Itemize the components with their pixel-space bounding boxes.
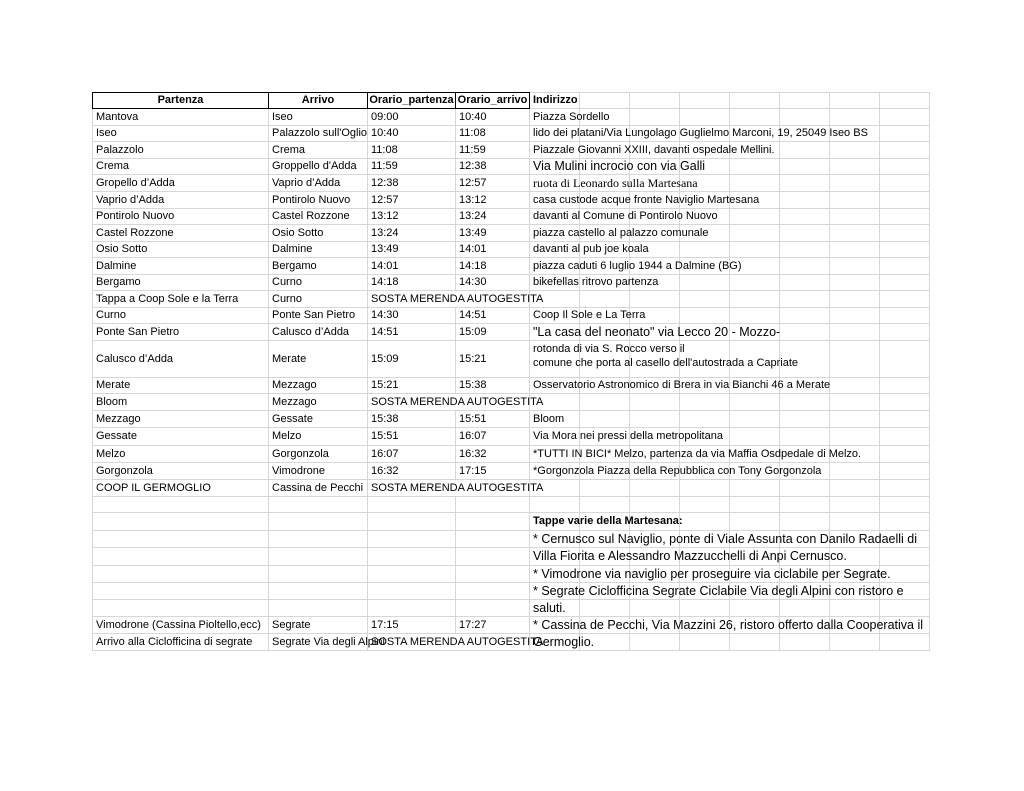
empty-cell[interactable] [630, 480, 680, 497]
empty-cell[interactable] [830, 394, 880, 411]
cell-partenza[interactable] [92, 583, 269, 600]
empty-cell[interactable] [830, 600, 880, 617]
cell-orario-partenza[interactable]: 15:21 [368, 378, 456, 394]
empty-header-cell[interactable] [580, 92, 630, 109]
cell-partenza[interactable]: Mezzago [92, 411, 269, 428]
cell-orario-partenza[interactable]: 12:38 [368, 175, 456, 192]
cell-partenza[interactable]: Pontirolo Nuovo [92, 209, 269, 225]
empty-cell[interactable] [780, 225, 830, 242]
cell-indirizzo[interactable]: Tappe varie della Martesana: [530, 513, 580, 531]
cell-arrivo[interactable]: Vaprio d’Adda [269, 175, 368, 192]
cell-orario-partenza[interactable] [368, 548, 456, 566]
cell-partenza[interactable]: Mantova [92, 109, 269, 126]
cell-indirizzo[interactable] [530, 497, 580, 513]
cell-partenza[interactable]: Calusco d’Adda [92, 341, 269, 378]
empty-cell[interactable] [830, 209, 880, 225]
cell-arrivo[interactable]: Melzo [269, 428, 368, 446]
empty-cell[interactable] [830, 513, 880, 531]
cell-partenza[interactable]: Iseo [92, 126, 269, 142]
cell-arrivo[interactable]: Curno [269, 291, 368, 308]
cell-arrivo[interactable]: Crema [269, 142, 368, 159]
empty-cell[interactable] [680, 411, 730, 428]
empty-header-cell[interactable] [630, 92, 680, 109]
cell-sosta-note[interactable]: SOSTA MERENDA AUTOGESTITA [368, 634, 530, 651]
empty-cell[interactable] [880, 159, 930, 175]
cell-orario-partenza[interactable]: 12:57 [368, 192, 456, 209]
empty-cell[interactable] [680, 308, 730, 324]
empty-header-cell[interactable] [680, 92, 730, 109]
cell-orario-arrivo[interactable] [456, 531, 530, 548]
empty-cell[interactable] [730, 480, 780, 497]
empty-cell[interactable] [830, 324, 880, 341]
cell-partenza[interactable]: Melzo [92, 446, 269, 463]
empty-cell[interactable] [830, 497, 880, 513]
cell-orario-partenza[interactable]: 15:38 [368, 411, 456, 428]
cell-orario-arrivo[interactable]: 15:51 [456, 411, 530, 428]
empty-cell[interactable] [880, 634, 930, 651]
cell-orario-partenza[interactable]: 16:32 [368, 463, 456, 480]
empty-cell[interactable] [880, 480, 930, 497]
empty-cell[interactable] [780, 634, 830, 651]
cell-orario-arrivo[interactable] [456, 497, 530, 513]
empty-cell[interactable] [830, 480, 880, 497]
cell-orario-arrivo[interactable]: 13:12 [456, 192, 530, 209]
cell-partenza[interactable] [92, 548, 269, 566]
cell-partenza[interactable]: Crema [92, 159, 269, 175]
empty-cell[interactable] [730, 242, 780, 258]
empty-cell[interactable] [730, 411, 780, 428]
cell-orario-arrivo[interactable]: 16:32 [456, 446, 530, 463]
empty-cell[interactable] [780, 209, 830, 225]
cell-partenza[interactable]: Curno [92, 308, 269, 324]
cell-arrivo[interactable] [269, 497, 368, 513]
empty-cell[interactable] [780, 411, 830, 428]
cell-arrivo[interactable]: Segrate [269, 617, 368, 634]
cell-indirizzo[interactable]: Villa Fiorita e Alessandro Mazzucchelli di Anpi Cernusco. [530, 548, 580, 566]
cell-orario-arrivo[interactable] [456, 583, 530, 600]
empty-cell[interactable] [780, 175, 830, 192]
empty-cell[interactable] [880, 324, 930, 341]
empty-cell[interactable] [880, 308, 930, 324]
cell-orario-arrivo[interactable]: 12:57 [456, 175, 530, 192]
empty-cell[interactable] [830, 411, 880, 428]
empty-cell[interactable] [830, 109, 880, 126]
cell-indirizzo[interactable]: Osservatorio Astronomico di Brera in via Bianchi 46 a Merate [530, 378, 580, 394]
cell-indirizzo[interactable]: Via Mora nei pressi della metropolitana [530, 428, 580, 446]
cell-sosta-note[interactable]: SOSTA MERENDA AUTOGESTITA [368, 394, 530, 411]
header-partenza[interactable]: Partenza [92, 92, 269, 109]
empty-cell[interactable] [630, 291, 680, 308]
cell-indirizzo[interactable]: davanti al Comune di Pontirolo Nuovo [530, 209, 580, 225]
cell-arrivo[interactable]: Bergamo [269, 258, 368, 275]
empty-cell[interactable] [780, 394, 830, 411]
empty-cell[interactable] [880, 411, 930, 428]
cell-orario-arrivo[interactable]: 13:24 [456, 209, 530, 225]
empty-cell[interactable] [580, 600, 630, 617]
cell-indirizzo[interactable]: * Cernusco sul Naviglio, ponte di Viale Assunta con Danilo Radaelli di [530, 531, 580, 548]
empty-cell[interactable] [580, 394, 630, 411]
cell-orario-partenza[interactable] [368, 513, 456, 531]
cell-partenza[interactable] [92, 513, 269, 531]
empty-cell[interactable] [880, 513, 930, 531]
empty-cell[interactable] [680, 291, 730, 308]
cell-orario-arrivo[interactable] [456, 600, 530, 617]
cell-partenza[interactable] [92, 497, 269, 513]
empty-cell[interactable] [780, 258, 830, 275]
cell-orario-partenza[interactable]: 17:15 [368, 617, 456, 634]
cell-arrivo[interactable] [269, 566, 368, 583]
cell-orario-partenza[interactable]: 13:12 [368, 209, 456, 225]
empty-cell[interactable] [630, 600, 680, 617]
empty-cell[interactable] [580, 480, 630, 497]
cell-orario-partenza[interactable]: 14:51 [368, 324, 456, 341]
empty-cell[interactable] [830, 341, 880, 378]
cell-arrivo[interactable]: Mezzago [269, 378, 368, 394]
cell-arrivo[interactable] [269, 513, 368, 531]
cell-partenza[interactable]: Merate [92, 378, 269, 394]
cell-partenza[interactable]: Castel Rozzone [92, 225, 269, 242]
cell-orario-arrivo[interactable]: 16:07 [456, 428, 530, 446]
empty-cell[interactable] [830, 142, 880, 159]
empty-cell[interactable] [630, 394, 680, 411]
cell-indirizzo[interactable]: *TUTTI IN BICI* Melzo, partenza da via Maffia Osdpedale di Melzo. [530, 446, 580, 463]
cell-partenza[interactable]: Bergamo [92, 275, 269, 291]
cell-orario-arrivo[interactable]: 13:49 [456, 225, 530, 242]
cell-orario-partenza[interactable]: 10:40 [368, 126, 456, 142]
empty-cell[interactable] [830, 258, 880, 275]
cell-arrivo[interactable]: Gorgonzola [269, 446, 368, 463]
cell-orario-arrivo[interactable]: 15:21 [456, 341, 530, 378]
empty-cell[interactable] [730, 428, 780, 446]
empty-cell[interactable] [830, 291, 880, 308]
cell-orario-partenza[interactable]: 13:49 [368, 242, 456, 258]
cell-arrivo[interactable]: Osio Sotto [269, 225, 368, 242]
cell-arrivo[interactable]: Vimodrone [269, 463, 368, 480]
cell-orario-arrivo[interactable] [456, 566, 530, 583]
empty-cell[interactable] [830, 275, 880, 291]
cell-indirizzo[interactable]: saluti. [530, 600, 580, 617]
cell-orario-partenza[interactable]: 15:51 [368, 428, 456, 446]
cell-orario-arrivo[interactable]: 14:18 [456, 258, 530, 275]
empty-cell[interactable] [880, 497, 930, 513]
cell-indirizzo[interactable]: ruota di Leonardo sulla Martesana [530, 175, 580, 192]
cell-indirizzo[interactable]: * Segrate Ciclofficina Segrate Ciclabile Via degli Alpini con ristoro e [530, 583, 580, 600]
empty-header-cell[interactable] [780, 92, 830, 109]
empty-cell[interactable] [630, 411, 680, 428]
empty-cell[interactable] [730, 109, 780, 126]
indirizzo-line: rotonda di via S. Rocco verso il [533, 343, 685, 355]
empty-cell[interactable] [580, 497, 630, 513]
cell-indirizzo[interactable]: Piazza Sordello [530, 109, 580, 126]
empty-cell[interactable] [880, 548, 930, 566]
empty-cell[interactable] [830, 159, 880, 175]
cell-orario-arrivo[interactable] [456, 513, 530, 531]
cell-arrivo[interactable]: Castel Rozzone [269, 209, 368, 225]
cell-orario-arrivo[interactable]: 14:30 [456, 275, 530, 291]
cell-arrivo[interactable]: Cassina de Pecchi [269, 480, 368, 497]
cell-indirizzo[interactable] [530, 341, 799, 378]
empty-cell[interactable] [580, 411, 630, 428]
cell-orario-partenza[interactable]: 09:00 [368, 109, 456, 126]
cell-partenza[interactable]: Bloom [92, 394, 269, 411]
empty-cell[interactable] [730, 291, 780, 308]
empty-cell[interactable] [880, 378, 930, 394]
empty-cell[interactable] [830, 428, 880, 446]
empty-cell[interactable] [780, 324, 830, 341]
empty-cell[interactable] [680, 394, 730, 411]
cell-indirizzo[interactable]: * Cassina de Pecchi, Via Mazzini 26, ristoro offerto dalla Cooperativa il [530, 617, 580, 634]
empty-cell[interactable] [680, 480, 730, 497]
cell-orario-partenza[interactable] [368, 497, 456, 513]
empty-cell[interactable] [630, 109, 680, 126]
cell-indirizzo[interactable]: Via Mulini incrocio con via Galli [530, 159, 580, 175]
empty-cell[interactable] [730, 209, 780, 225]
cell-arrivo[interactable] [269, 583, 368, 600]
cell-arrivo[interactable]: Pontirolo Nuovo [269, 192, 368, 209]
cell-arrivo[interactable]: Gessate [269, 411, 368, 428]
empty-cell[interactable] [680, 634, 730, 651]
empty-cell[interactable] [880, 126, 930, 142]
cell-partenza[interactable]: Palazzolo [92, 142, 269, 159]
cell-indirizzo[interactable]: lido dei platani/Via Lungolago Guglielmo Marconi, 19, 25049 Iseo BS [530, 126, 580, 142]
cell-orario-arrivo[interactable]: 10:40 [456, 109, 530, 126]
cell-indirizzo[interactable]: *Gorgonzola Piazza della Repubblica con Tony Gorgonzola [530, 463, 580, 480]
empty-cell[interactable] [680, 600, 730, 617]
empty-cell[interactable] [780, 291, 830, 308]
empty-cell[interactable] [880, 600, 930, 617]
cell-orario-arrivo[interactable]: 17:15 [456, 463, 530, 480]
empty-cell[interactable] [780, 192, 830, 209]
cell-arrivo[interactable]: Mezzago [269, 394, 368, 411]
cell-orario-partenza[interactable]: 14:30 [368, 308, 456, 324]
cell-indirizzo[interactable]: casa custode acque fronte Naviglio Martesana [530, 192, 580, 209]
empty-header-cell[interactable] [830, 92, 880, 109]
cell-arrivo[interactable]: Calusco d’Adda [269, 324, 368, 341]
empty-cell[interactable] [780, 497, 830, 513]
cell-partenza[interactable]: Arrivo alla Ciclofficina di segrate [92, 634, 269, 651]
cell-indirizzo[interactable]: bikefellas ritrovo partenza [530, 275, 580, 291]
empty-cell[interactable] [730, 394, 780, 411]
empty-cell[interactable] [730, 497, 780, 513]
empty-cell[interactable] [780, 109, 830, 126]
empty-cell[interactable] [780, 600, 830, 617]
cell-orario-arrivo[interactable]: 15:09 [456, 324, 530, 341]
empty-cell[interactable] [730, 275, 780, 291]
empty-cell[interactable] [730, 634, 780, 651]
empty-cell[interactable] [880, 291, 930, 308]
empty-cell[interactable] [880, 258, 930, 275]
cell-indirizzo[interactable]: "La casa del neonato" via Lecco 20 - Mozzo- [530, 324, 580, 341]
cell-orario-partenza[interactable]: 11:08 [368, 142, 456, 159]
cell-partenza[interactable] [92, 600, 269, 617]
empty-cell[interactable] [780, 142, 830, 159]
cell-arrivo[interactable] [269, 600, 368, 617]
empty-cell[interactable] [830, 175, 880, 192]
cell-arrivo[interactable]: Iseo [269, 109, 368, 126]
empty-cell[interactable] [680, 109, 730, 126]
empty-cell[interactable] [730, 175, 780, 192]
cell-indirizzo[interactable] [530, 480, 580, 497]
cell-indirizzo[interactable]: piazza caduti 6 luglio 1944 a Dalmine (BG) [530, 258, 580, 275]
cell-arrivo[interactable]: Segrate Via degli Alpini [269, 634, 368, 651]
cell-indirizzo[interactable]: Germoglio. [530, 634, 580, 651]
cell-arrivo[interactable]: Dalmine [269, 242, 368, 258]
empty-cell[interactable] [880, 209, 930, 225]
empty-cell[interactable] [680, 497, 730, 513]
cell-indirizzo[interactable] [530, 291, 580, 308]
empty-cell[interactable] [780, 428, 830, 446]
empty-cell[interactable] [880, 192, 930, 209]
header-indirizzo[interactable]: Indirizzo [530, 92, 580, 109]
empty-cell[interactable] [830, 634, 880, 651]
cell-indirizzo[interactable]: Piazzale Giovanni XXIII, davanti ospedale Mellini. [530, 142, 580, 159]
empty-cell[interactable] [880, 225, 930, 242]
cell-partenza[interactable]: Vimodrone (Cassina Pioltello,ecc) [92, 617, 269, 634]
empty-cell[interactable] [830, 225, 880, 242]
cell-orario-partenza[interactable] [368, 531, 456, 548]
empty-cell[interactable] [830, 308, 880, 324]
cell-orario-partenza[interactable] [368, 566, 456, 583]
cell-orario-arrivo[interactable]: 12:38 [456, 159, 530, 175]
empty-cell[interactable] [680, 513, 730, 531]
cell-partenza[interactable]: Gropello d’Adda [92, 175, 269, 192]
empty-cell[interactable] [780, 480, 830, 497]
empty-cell[interactable] [680, 242, 730, 258]
cell-partenza[interactable]: Osio Sotto [92, 242, 269, 258]
cell-indirizzo[interactable]: davanti al pub joe koala [530, 242, 580, 258]
empty-cell[interactable] [880, 275, 930, 291]
cell-arrivo[interactable] [269, 548, 368, 566]
empty-cell[interactable] [830, 242, 880, 258]
cell-indirizzo[interactable]: Bloom [530, 411, 580, 428]
indirizzo-line: comune che porta al casello dell'autostrada a Capriate [533, 357, 799, 369]
empty-cell[interactable] [680, 275, 730, 291]
cell-orario-partenza[interactable]: 16:07 [368, 446, 456, 463]
cell-sosta-note[interactable]: SOSTA MERENDA AUTOGESTITA [368, 480, 530, 497]
cell-partenza[interactable]: Gorgonzola [92, 463, 269, 480]
empty-cell[interactable] [780, 308, 830, 324]
cell-sosta-note[interactable]: SOSTA MERENDA AUTOGESTITA [368, 291, 530, 308]
empty-cell[interactable] [730, 513, 780, 531]
cell-orario-arrivo[interactable] [456, 548, 530, 566]
cell-partenza[interactable]: Ponte San Pietro [92, 324, 269, 341]
empty-cell[interactable] [730, 600, 780, 617]
empty-cell[interactable] [880, 109, 930, 126]
cell-orario-partenza[interactable] [368, 600, 456, 617]
empty-cell[interactable] [830, 378, 880, 394]
empty-cell[interactable] [630, 497, 680, 513]
empty-header-cell[interactable] [880, 92, 930, 109]
empty-cell[interactable] [730, 308, 780, 324]
cell-indirizzo[interactable]: * Vimodrone via naviglio per proseguire via ciclabile per Segrate. [530, 566, 580, 583]
header-orario-arrivo[interactable]: Orario_arrivo [456, 92, 530, 109]
cell-orario-arrivo[interactable]: 14:51 [456, 308, 530, 324]
cell-orario-partenza[interactable]: 11:59 [368, 159, 456, 175]
cell-orario-partenza[interactable]: 14:18 [368, 275, 456, 291]
empty-cell[interactable] [830, 463, 880, 480]
empty-cell[interactable] [830, 192, 880, 209]
empty-cell[interactable] [780, 275, 830, 291]
cell-partenza[interactable]: Vaprio d’Adda [92, 192, 269, 209]
cell-arrivo[interactable]: Ponte San Pietro [269, 308, 368, 324]
cell-partenza[interactable]: Tappa a Coop Sole e la Terra [92, 291, 269, 308]
cell-orario-arrivo[interactable]: 17:27 [456, 617, 530, 634]
empty-header-cell[interactable] [730, 92, 780, 109]
cell-indirizzo[interactable] [530, 394, 580, 411]
empty-cell[interactable] [630, 634, 680, 651]
cell-arrivo[interactable]: Merate [269, 341, 368, 378]
cell-arrivo[interactable]: Curno [269, 275, 368, 291]
empty-cell[interactable] [880, 463, 930, 480]
empty-cell[interactable] [880, 428, 930, 446]
cell-partenza[interactable]: Dalmine [92, 258, 269, 275]
cell-orario-partenza[interactable]: 13:24 [368, 225, 456, 242]
cell-partenza[interactable]: COOP IL GERMOGLIO [92, 480, 269, 497]
empty-cell[interactable] [730, 159, 780, 175]
cell-partenza[interactable] [92, 566, 269, 583]
empty-cell[interactable] [730, 225, 780, 242]
empty-cell[interactable] [880, 175, 930, 192]
cell-partenza[interactable]: Gessate [92, 428, 269, 446]
cell-orario-partenza[interactable] [368, 583, 456, 600]
cell-orario-arrivo[interactable]: 11:59 [456, 142, 530, 159]
cell-arrivo[interactable] [269, 531, 368, 548]
cell-indirizzo[interactable]: Coop Il Sole e La Terra [530, 308, 580, 324]
cell-arrivo[interactable]: Palazzolo sull'Oglio [269, 126, 368, 142]
cell-orario-arrivo[interactable]: 11:08 [456, 126, 530, 142]
cell-partenza[interactable] [92, 531, 269, 548]
cell-orario-arrivo[interactable]: 15:38 [456, 378, 530, 394]
empty-cell[interactable] [880, 142, 930, 159]
empty-cell[interactable] [880, 341, 930, 378]
empty-cell[interactable] [880, 242, 930, 258]
empty-cell[interactable] [880, 394, 930, 411]
cell-orario-partenza[interactable]: 15:09 [368, 341, 456, 378]
empty-cell[interactable] [780, 242, 830, 258]
empty-cell[interactable] [880, 446, 930, 463]
header-orario-partenza[interactable]: Orario_partenza [368, 92, 456, 109]
cell-orario-partenza[interactable]: 14:01 [368, 258, 456, 275]
empty-cell[interactable] [580, 291, 630, 308]
header-arrivo[interactable]: Arrivo [269, 92, 368, 109]
empty-cell[interactable] [780, 159, 830, 175]
cell-arrivo[interactable]: Groppello d'Adda [269, 159, 368, 175]
cell-orario-arrivo[interactable]: 14:01 [456, 242, 530, 258]
cell-indirizzo[interactable]: piazza castello al palazzo comunale [530, 225, 580, 242]
empty-cell[interactable] [780, 513, 830, 531]
